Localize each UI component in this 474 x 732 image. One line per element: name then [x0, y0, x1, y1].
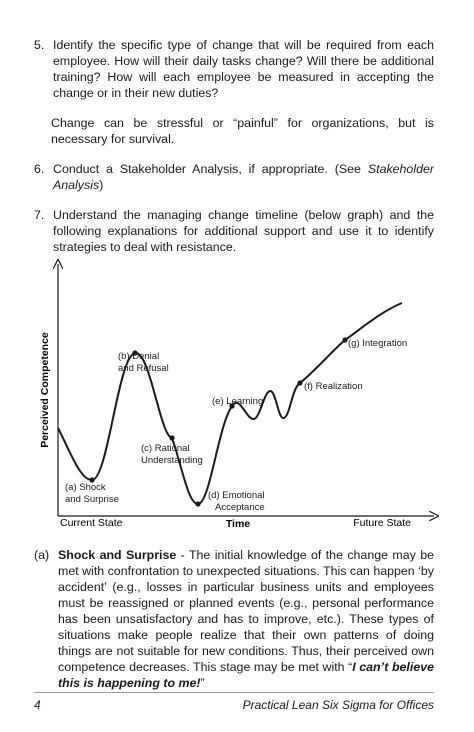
- note-paragraph: Change can be stressful or “painful” for organizations, but is necessary for survival.: [51, 116, 434, 146]
- item-number: 6.: [34, 162, 45, 176]
- item-number: 5.: [34, 38, 45, 52]
- y-axis-label: Perceived Competence: [39, 332, 51, 448]
- book-title: Practical Lean Six Sigma for Offices: [242, 698, 434, 712]
- list-item-7: [34, 207, 434, 255]
- footer-rule: [34, 692, 434, 693]
- stakeholder-analysis-ref: Stakeholder Analysis: [53, 162, 434, 192]
- stage-dot-d: [195, 501, 200, 506]
- stage-quote: I can’t believe this is happening to me!: [58, 660, 434, 690]
- stage-label-f: (f) Realization: [304, 381, 363, 392]
- x-axis-left-label: Current State: [60, 517, 123, 529]
- stage-dot-g: [342, 337, 347, 342]
- list-item-5: [34, 37, 434, 101]
- stage-label-d-line1: (d) Emotional: [208, 490, 265, 501]
- item-text: [53, 161, 434, 193]
- stage-quote-end: ”: [200, 676, 205, 690]
- x-axis-label: Time: [225, 518, 251, 530]
- stage-label-b-line1: (b) Denial: [118, 351, 160, 362]
- stage-dot-c: [169, 435, 174, 440]
- stage-label-g: (g) Integration: [348, 338, 408, 349]
- item-text-pre: Conduct a Stakeholder Analysis, if appropriate. (See: [53, 162, 368, 176]
- stage-dot-f: [297, 380, 302, 385]
- stage-marker: (a): [34, 548, 50, 562]
- item-number: 7.: [34, 208, 45, 222]
- change-curve-chart: [0, 256, 474, 536]
- item-text: Understand the managing change timeline (below graph) and the following explanations for additional support and use it to identify strategies to deal with resistance.: [53, 208, 434, 254]
- stage-label-c-line1: (c) Rational: [141, 443, 190, 454]
- stage-label-b-line2: and Refusal: [118, 363, 169, 374]
- stage-label-c-line2: Understanding: [141, 455, 203, 466]
- stage-label-e: (e) Learning: [212, 396, 264, 407]
- stage-label-a-line2: and Surprise: [65, 494, 119, 505]
- item-text-post: ): [99, 178, 104, 192]
- stage-label-a-line1: (a) Shock: [65, 482, 106, 493]
- list-item-6: [34, 161, 434, 193]
- stage-label-d-line2: Acceptance: [215, 502, 265, 513]
- stage-body: - The initial knowledge of the change may be met with confrontation to unexpected situations. This can happen ‘by accident’ (e.g., losses in particular business units and employees must be reassigned or planned events (e.g., personal performance has been unsatisfactory and has to improve, etc.). These types of situations make people realize that their own patterns of doing things are not suitable for new conditions. Thus, their perceived own competence decreases. This stage may be met with “: [58, 548, 434, 674]
- stage-heading: Shock and Surprise: [58, 548, 177, 562]
- page-number: 4: [34, 698, 41, 712]
- x-axis-right-label: Future State: [353, 517, 411, 529]
- stage-description-text: [58, 547, 434, 691]
- stage-a-description: [34, 547, 434, 691]
- item-text: Identify the specific type of change that will be required from each employee. How will their daily tasks change? Will there be additional training? How will each employee be measured in accepting the change or in their new duties?: [53, 38, 434, 100]
